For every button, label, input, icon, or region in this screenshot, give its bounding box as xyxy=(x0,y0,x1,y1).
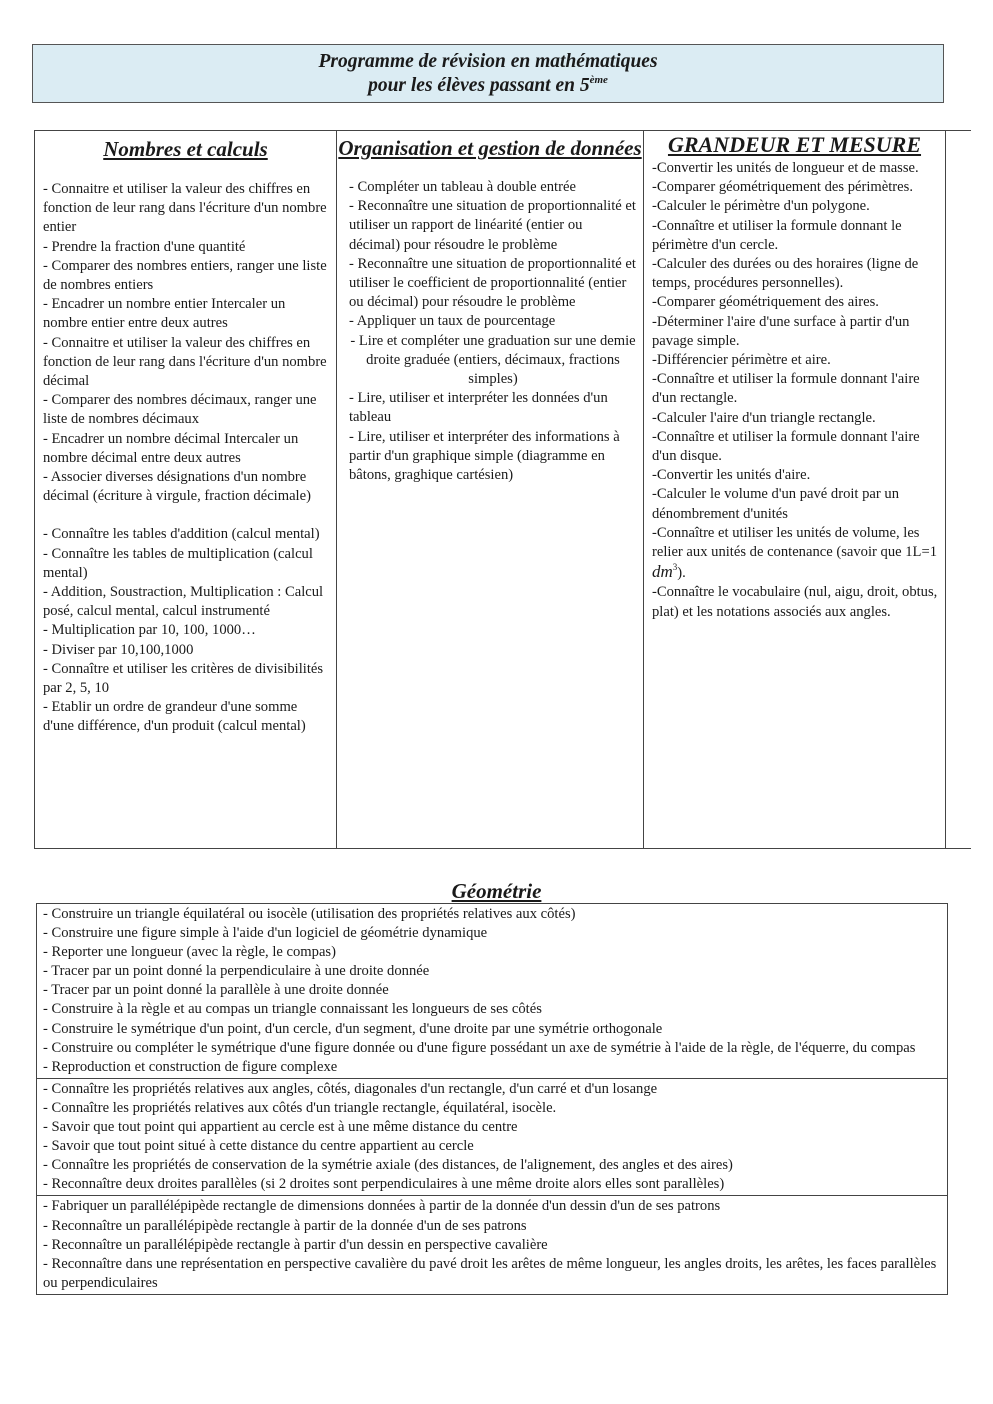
list-item: - Etablir un ordre de grandeur d'une somme d'une différence, d'un produit (calcul mental) xyxy=(43,699,306,735)
list-item: - Construire ou compléter le symétrique d'une figure donnée ou d'une figure possédant un axe de symétrie à l'aide de la règle, de l'équerre, du compas xyxy=(43,1039,916,1056)
geometrie-section-proprietes xyxy=(37,1078,947,1196)
list-item: - Savoir que tout point situé à cette distance du centre appartient au cercle xyxy=(43,1138,474,1155)
column-grandeur-et-mesure xyxy=(644,131,946,848)
list-item: - Connaître et utiliser les critères de divisibilités par 2, 5, 10 xyxy=(43,660,324,697)
unit-exponent: 3 xyxy=(672,562,678,573)
list-item: - Reconnaître un parallélépipède rectangle à partir de la donnée d'un de ses patrons xyxy=(43,1217,527,1234)
list-item: - Connaître les propriétés de conservation de la symétrie axiale (des distances, de l'alignement, des angles et des aires) xyxy=(43,1157,733,1174)
list-item: - Lire, utiliser et interpréter les données d'un tableau xyxy=(349,390,608,426)
list-item: - Connaître les tables de multiplication (calcul mental) xyxy=(43,545,313,581)
list-item: -Différencier périmètre et aire. xyxy=(652,352,831,369)
title-line-1: Programme de révision en mathématiques xyxy=(318,51,658,72)
topics-table xyxy=(34,130,971,849)
unit-dm: dm xyxy=(652,562,673,582)
list-item: -Comparer géométriquement des périmètres. xyxy=(652,179,913,196)
unit-close: ). xyxy=(677,565,686,582)
column-organisation-gestion-donnees xyxy=(337,131,644,848)
geometrie-section-espace xyxy=(37,1195,947,1293)
list-item: - Appliquer un taux de pourcentage xyxy=(349,313,556,330)
list-item: -Calculer le volume d'un pavé droit par un dénombrement d'unités xyxy=(652,486,899,522)
list-item: - Addition, Soustraction, Multiplication : Calcul posé, calcul mental, calcul instrumenté xyxy=(43,584,324,620)
list-item: - Fabriquer un parallélépipède rectangle de dimensions données à partir de la donnée d'un dessin d'un de ses patrons xyxy=(43,1198,721,1215)
column-items xyxy=(349,178,637,485)
column-nombres-et-calculs xyxy=(35,131,337,848)
list-item: - Multiplication par 10, 100, 1000… xyxy=(43,622,256,639)
list-item: - Compléter un tableau à double entrée xyxy=(349,179,576,195)
list-item: - Reconnaître un parallélépipède rectangle à partir d'un dessin en perspective cavalière xyxy=(43,1236,548,1253)
list-item: - Comparer des nombres décimaux, ranger une liste de nombres décimaux xyxy=(43,392,317,428)
list-item: -Convertir les unités de longueur et de masse. xyxy=(652,160,919,176)
list-item: - Connaître les propriétés relatives aux angles, côtés, diagonales d'un rectangle, d'un carré et d'un losange xyxy=(43,1080,658,1097)
list-item: -Connaître et utiliser la formule donnant l'aire d'un rectangle. xyxy=(652,371,920,407)
column-heading: Organisation et gestion de données xyxy=(338,136,642,160)
column-items xyxy=(652,159,939,622)
list-item: - Diviser par 10,100,1000 xyxy=(43,641,194,658)
title-line-2 xyxy=(33,74,943,98)
list-item: - Savoir que tout point qui appartient au cercle est à une même distance du centre xyxy=(43,1119,518,1136)
list-item: - Construire à la règle et au compas un triangle connaissant les longueurs de ses côtés xyxy=(43,1001,542,1018)
title-superscript: ème xyxy=(589,74,608,86)
title-line-2-text: pour les élèves passant en 5 xyxy=(368,75,590,96)
list-item: - Associer diverses désignations d'un nombre décimal (écriture à virgule, fraction décimale) xyxy=(43,469,311,505)
list-item: - Lire et compléter une graduation sur une demie droite graduée (entiers, décimaux, fractions simples) xyxy=(350,332,636,388)
list-item: - Reconnaître deux droites parallèles (si 2 droites sont perpendiculaires à une même droite alors elles sont parallèles) xyxy=(43,1176,725,1193)
list-item: - Reporter une longueur (avec la règle, le compas) xyxy=(43,944,336,961)
list-item: - Construire le symétrique d'un point, d'un cercle, d'un segment, d'une droite par une symétrie orthogonale xyxy=(43,1020,663,1037)
column-heading: GRANDEUR ET MESURE xyxy=(667,132,922,157)
list-item: -Calculer des durées ou des horaires (ligne de temps, procédures personnelles). xyxy=(652,256,919,292)
list-item: -Calculer le périmètre d'un polygone. xyxy=(652,198,870,215)
list-item: - Encadrer un nombre décimal Intercaler un nombre décimal entre deux autres xyxy=(43,430,299,466)
column-heading: Nombres et calculs xyxy=(103,137,268,161)
list-item: - Connaître les propriétés relatives aux côtés d'un triangle rectangle, équilatéral, isocèle. xyxy=(43,1099,557,1116)
list-item: - Construire une figure simple à l'aide d'un logiciel de géométrie dynamique xyxy=(43,925,488,942)
list-item: -Connaître le vocabulaire (nul, aigu, droit, obtus, plat) et les notations associés aux angles. xyxy=(652,584,938,620)
geometrie-table xyxy=(36,903,948,1295)
list-item: - Encadrer un nombre entier Intercaler un nombre entier entre deux autres xyxy=(43,296,286,332)
list-item: -Comparer géométriquement des aires. xyxy=(652,294,879,311)
list-item-text: -Connaître et utiliser les unités de volume, les relier aux unités de contenance (savoir que 1L=1 xyxy=(652,524,937,561)
geometrie-heading: Géométrie xyxy=(451,879,542,903)
list-item: - Lire, utiliser et interpréter des informations à partir d'un graphique simple (diagramme en bâtons, graghique cartésien) xyxy=(349,428,620,484)
title-box xyxy=(32,44,944,103)
list-item-volume xyxy=(652,524,939,584)
list-item: - Connaître les tables d'addition (calcul mental) xyxy=(43,526,320,543)
list-item: - Construire un triangle équilatéral ou isocèle (utilisation des propriétés relatives aux côtés) xyxy=(43,906,576,922)
column-items xyxy=(43,180,328,737)
list-item: -Convertir les unités d'aire. xyxy=(652,467,811,484)
list-item: -Calculer l'aire d'un triangle rectangle. xyxy=(652,409,876,426)
list-item: - Tracer par un point donné la perpendiculaire à une droite donnée xyxy=(43,963,430,980)
list-item: - Tracer par un point donné la parallèle à une droite donnée xyxy=(43,982,389,999)
list-item: - Comparer des nombres entiers, ranger une liste de nombres entiers xyxy=(43,257,327,294)
list-item: -Connaître et utiliser la formule donnant le périmètre d'un cercle. xyxy=(652,217,902,253)
geometrie-section-constructions xyxy=(37,904,947,1078)
list-item: - Connaitre et utiliser la valeur des chiffres en fonction de leur rang dans l'écriture d'un nombre décimal xyxy=(43,334,327,390)
list-item: - Prendre la fraction d'une quantité xyxy=(43,238,246,255)
list-item: - Reproduction et construction de figure complexe xyxy=(43,1058,338,1075)
list-item: -Connaître et utiliser la formule donnant l'aire d'un disque. xyxy=(652,428,920,465)
list-item: - Connaitre et utiliser la valeur des chiffres en fonction de leur rang dans l'écriture d'un nombre entier xyxy=(43,181,327,236)
list-item: - Reconnaître dans une représentation en perspective cavalière du pavé droit les arêtes de même longueur, les angles droits, les arêtes, les faces parallèles ou perpendiculaires xyxy=(43,1255,937,1291)
list-item: - Reconnaître une situation de proportionnalité et utiliser un rapport de linéarité (entier ou décimal) pour résoudre le problème xyxy=(349,198,636,253)
list-item: -Déterminer l'aire d'une surface à partir d'un pavage simple. xyxy=(652,313,910,349)
list-item: - Reconnaître une situation de proportionnalité et utiliser le coefficient de proportionnalité (entier ou décimal) pour résoudre le problème xyxy=(349,255,636,311)
